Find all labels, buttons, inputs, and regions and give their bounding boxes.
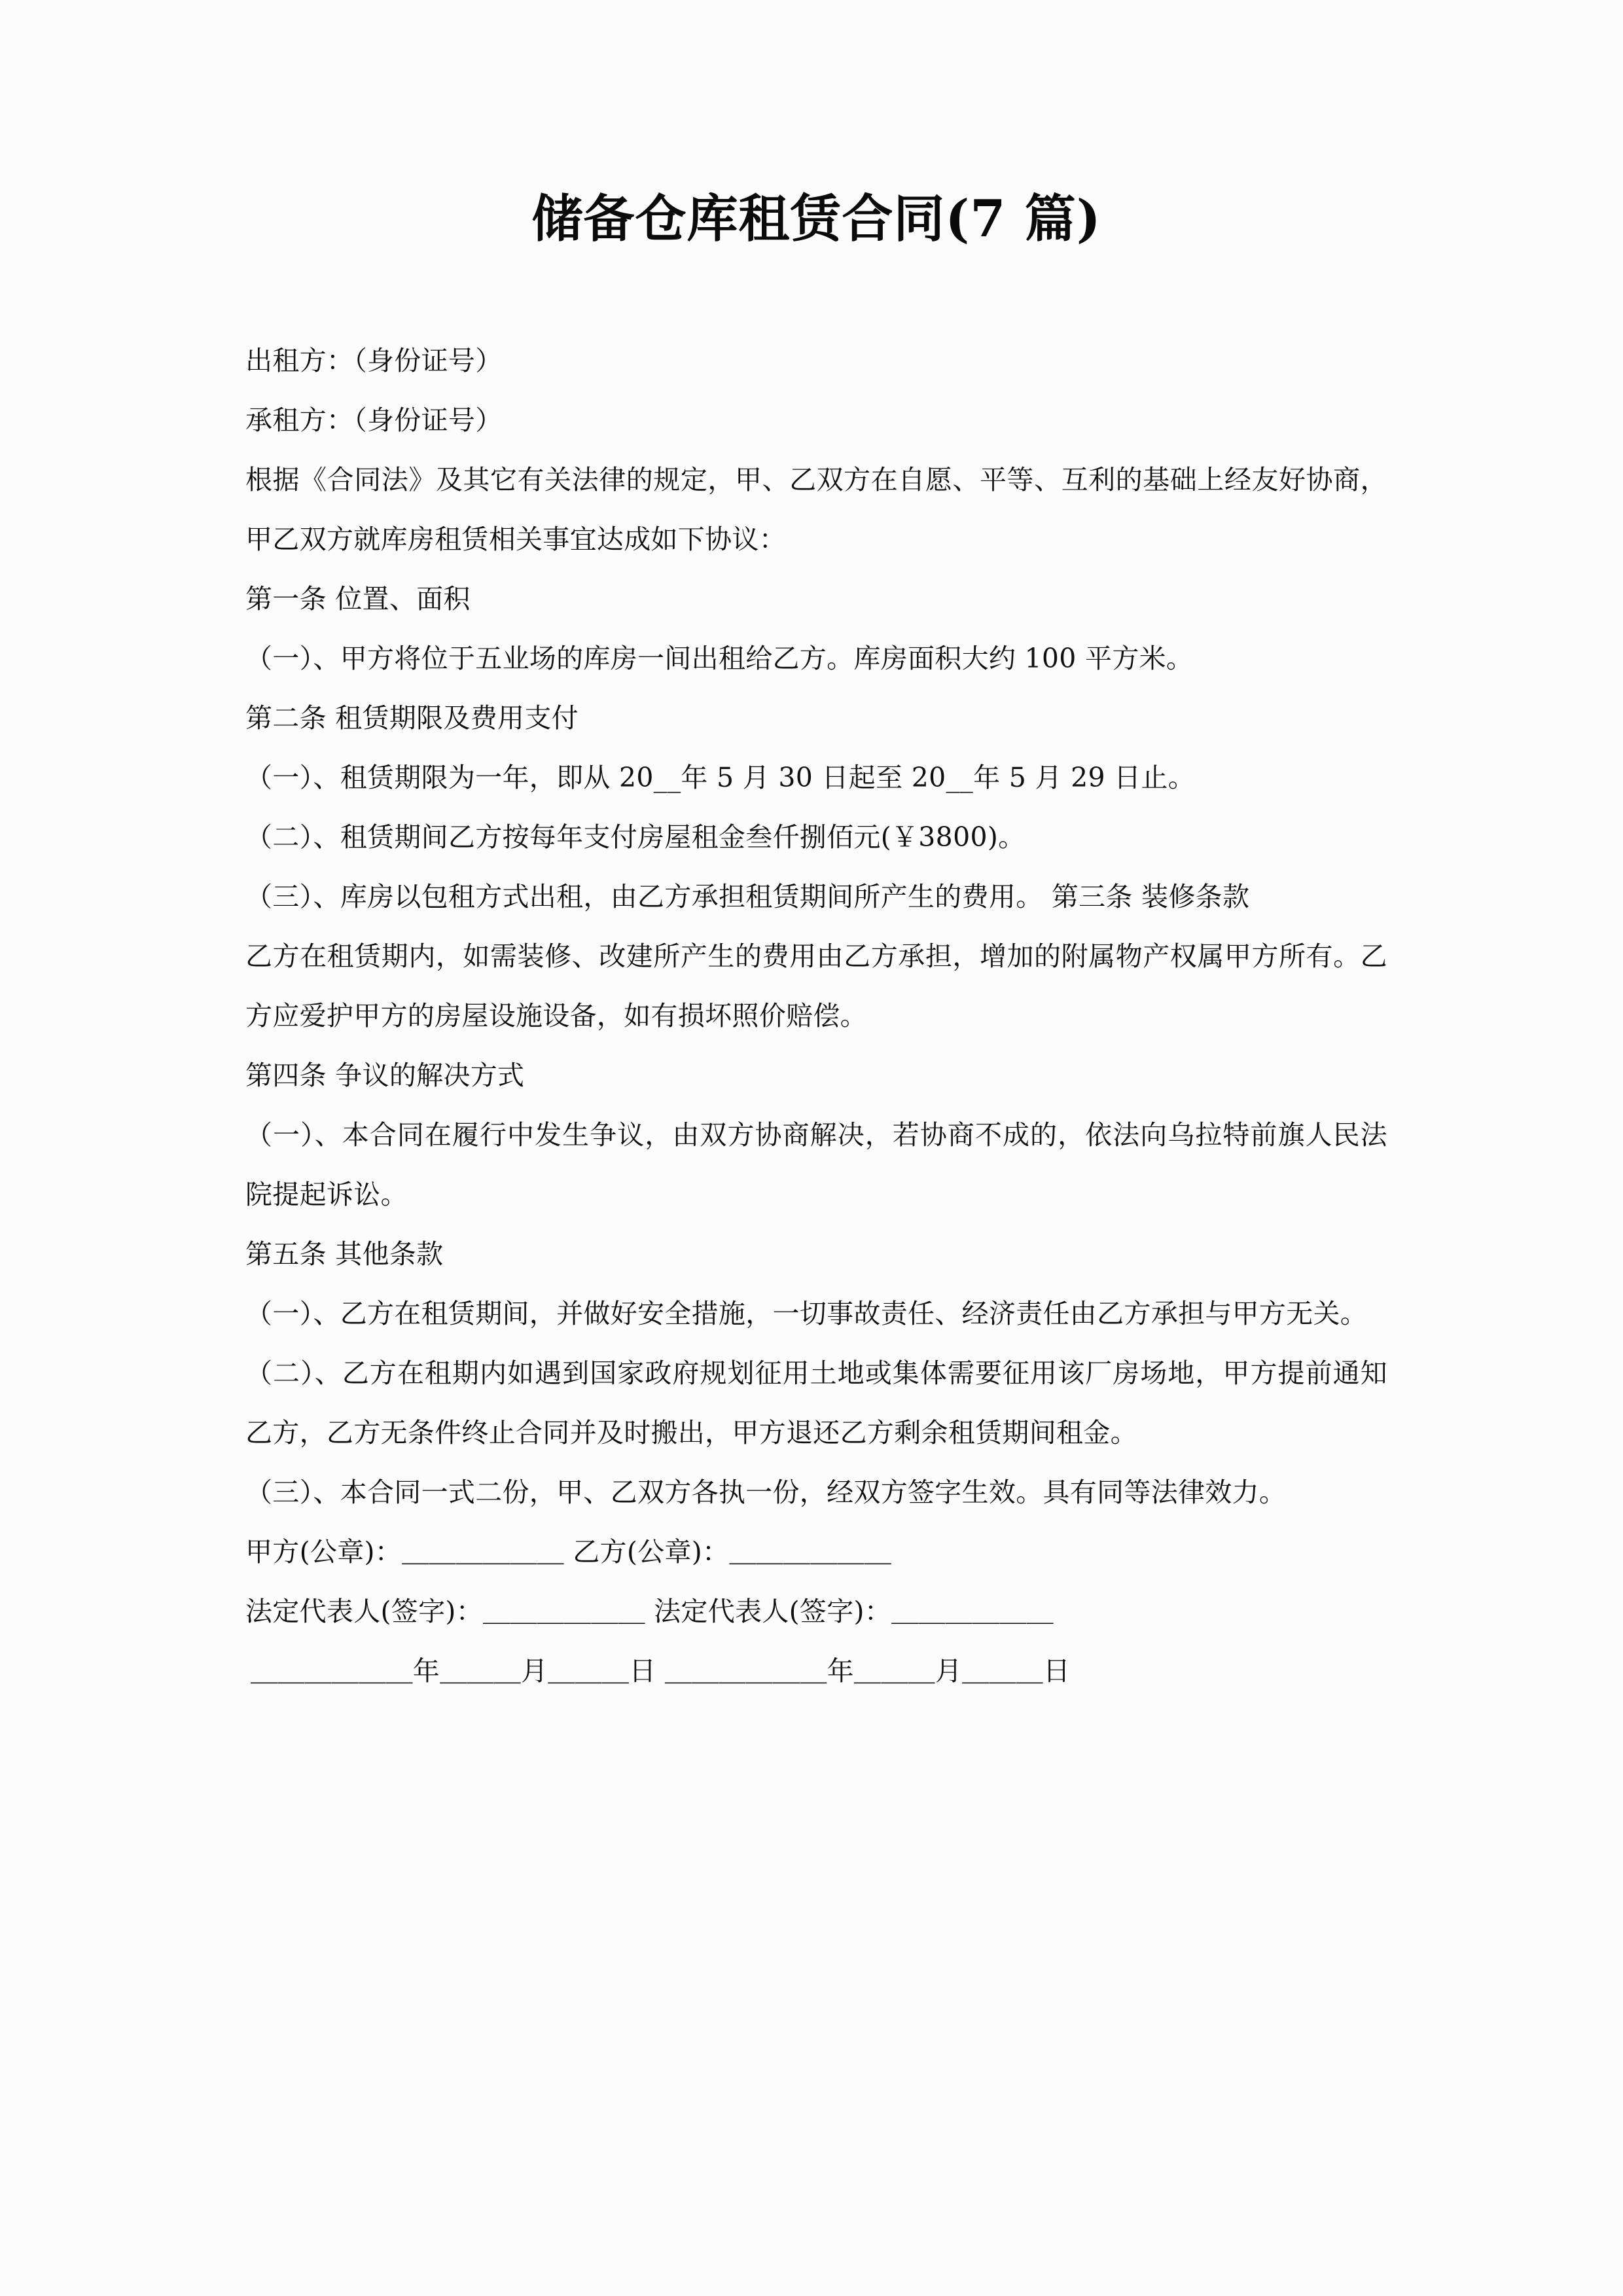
article-2-item-3: （三）、库房以包租方式出租，由乙方承担租赁期间所产生的费用。 第三条 装修条款 (245, 880, 1250, 912)
article-5-item-2: （二）、乙方在租期内如遇到国家政府规划征用土地或集体需要征用该厂房场地，甲方提前通知乙方，乙方无条件终止合同并及时搬出，甲方退还乙方剩余租赁期间租金。 (245, 1357, 1387, 1448)
article-2-item-2: （二）、租赁期间乙方按每年支付房屋租金叁仟捌佰元(￥3800)。 (245, 821, 1026, 853)
article-2-heading: 第二条 租赁期限及费用支付 (245, 702, 579, 734)
article-5-item-1: （一）、乙方在租赁期间，并做好安全措施，一切事故责任、经济责任由乙方承担与甲方无关。 (245, 1297, 1368, 1329)
article-5-heading: 第五条 其他条款 (245, 1238, 444, 1270)
lessor-line: 出租方：（身份证号） (245, 344, 503, 376)
article-3-body: 乙方在租赁期内，如需装修、改建所产生的费用由乙方承担，增加的附属物产权属甲方所有。乙方应爱护甲方的房屋设施设备，如有损坏照价赔偿。 (245, 940, 1387, 1031)
article-1-heading: 第一条 位置、面积 (245, 583, 471, 615)
signature-representative-line: 法定代表人(签字)：＿＿＿＿＿＿ 法定代表人(签字)：＿＿＿＿＿＿ (245, 1595, 1054, 1627)
signature-seal-line: 甲方(公章)：＿＿＿＿＿＿ 乙方(公章)：＿＿＿＿＿＿ (245, 1535, 892, 1568)
article-4-heading: 第四条 争议的解决方式 (245, 1059, 525, 1091)
article-1-item-1: （一）、甲方将位于五业场的库房一间出租给乙方。库房面积大约 100 平方米。 (245, 642, 1194, 674)
preamble-paragraph: 根据《合同法》及其它有关法律的规定，甲、乙双方在自愿、平等、互利的基础上经友好协商，甲乙双方就库房租赁相关事宜达成如下协议： (245, 463, 1387, 555)
lessee-line: 承租方：（身份证号） (245, 404, 503, 436)
page-title: 储备仓库租赁合同(7 篇) (531, 189, 1101, 249)
signature-date-line: ＿＿＿＿＿＿年＿＿＿月＿＿＿日 ＿＿＿＿＿＿年＿＿＿月＿＿＿日 (251, 1655, 1071, 1687)
article-2-item-1: （一）、租赁期限为一年，即从 20__年 5 月 30 日起至 20__年 5 月 29 日止。 (245, 761, 1196, 793)
article-5-item-3: （三）、本合同一式二份，甲、乙双方各执一份，经双方签字生效。具有同等法律效力。 (245, 1476, 1287, 1508)
document-body (245, 0, 1387, 1701)
article-4-item-1: （一）、本合同在履行中发生争议，由双方协商解决，若协商不成的，依法向乌拉特前旗人民法院提起诉讼。 (245, 1119, 1387, 1210)
